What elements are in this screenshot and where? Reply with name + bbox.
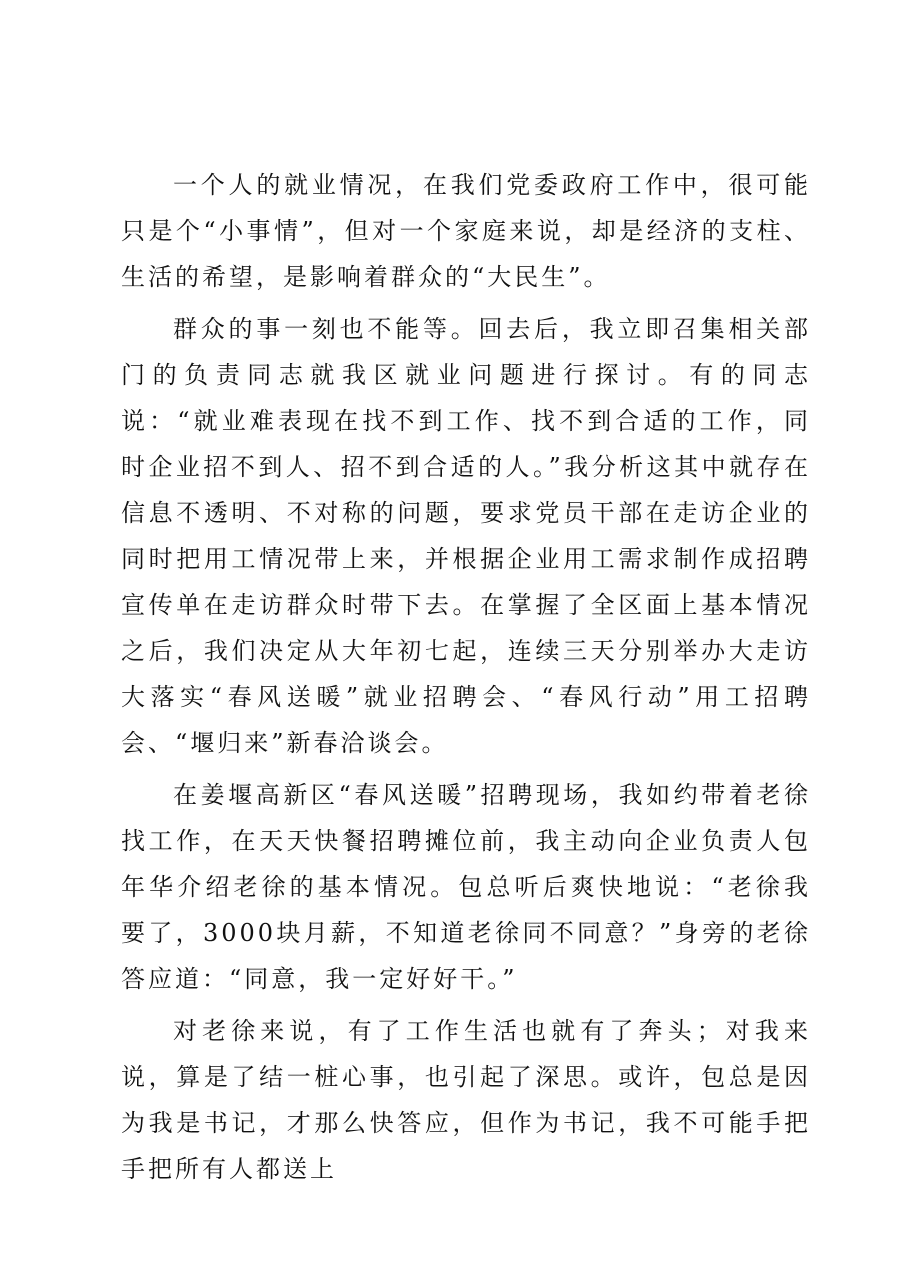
paragraph-3: 在姜堰高新区“春风送暖”招聘现场，我如约带着老徐找工作，在天天快餐招聘摊位前，我主动向企业负责人包年华介绍老徐的基本情况。包总听后爽快地说：“老徐我要了，3000块月薪，不知道老徐同不同意？”身旁的老徐答应道：“同意，我一定好好干。”	[121, 781, 811, 993]
paragraph-4: 对老徐来说，有了工作生活也就有了奔头；对我来说，算是了结一桩心事，也引起了深思。或许，包总是因为我是书记，才那么快答应，但作为书记，我不可能手把手把所有人都送上	[121, 1017, 811, 1183]
paragraph-2: 群众的事一刻也不能等。回去后，我立即召集相关部门的负责同志就我区就业问题进行探讨。有的同志说：“就业难表现在找不到工作、找不到合适的工作，同时企业招不到人、招不到合适的人。”我分析这其中就存在信息不透明、不对称的问题，要求党员干部在走访企业的同时把用工情况带上来，并根据企业用工需求制作成招聘宣传单在走访群众时带下去。在掌握了全区面上基本情况之后，我们决定从大年初七起，连续三天分别举办大走访大落实“春风送暖”就业招聘会、“春风行动”用工招聘会、“堰归来”新春洽谈会。	[121, 315, 811, 757]
paragraph-1: 一个人的就业情况，在我们党委政府工作中，很可能只是个“小事情”，但对一个家庭来说，却是经济的支柱、生活的希望，是影响着群众的“大民生”。	[121, 171, 811, 291]
document-body	[121, 162, 811, 1198]
